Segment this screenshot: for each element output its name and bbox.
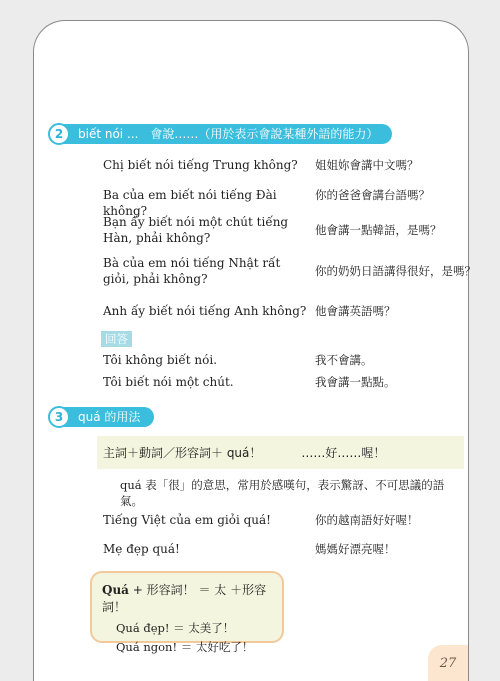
answer-label: 回答: [101, 331, 132, 347]
usage-note: [120, 477, 465, 509]
section-3-title: quá 的用法: [58, 407, 154, 427]
chinese-translation: 媽媽好漂亮喔！: [315, 542, 396, 556]
tip-pattern: + 形容詞！ ＝ 太 ＋形容詞！: [102, 583, 267, 614]
chinese-translation: 你的奶奶日語講得很好，是嗎？: [315, 264, 476, 278]
chinese-translation: 他會講英語嗎？: [315, 304, 396, 318]
note-keyword: quá: [120, 478, 142, 492]
vietnamese-sentence: Tôi không biết nói.: [103, 353, 218, 367]
chinese-translation: 我會講一點點。: [315, 375, 396, 389]
vietnamese-sentence: Bạn ấy biết nói một chút tiếng Hàn, phải không?: [103, 215, 289, 245]
chinese-translation: 姐姐妳會講中文嗎？: [315, 158, 419, 172]
quá-tip-box: [90, 571, 284, 654]
vietnamese-sentence: Tiếng Việt của em giỏi quá!: [103, 513, 271, 527]
formula-meaning: ……好……喔！: [301, 446, 386, 460]
section-3-number: 3: [48, 406, 70, 428]
formula-pattern: 主詞＋動詞／形容詞＋ quá！: [103, 446, 262, 460]
vietnamese-sentence: Bà của em nói tiếng Nhật rất giỏi, phải không?: [103, 256, 281, 286]
vietnamese-sentence: Ba của em biết nói tiếng Đài không?: [103, 188, 277, 218]
tip-example: Quá ngon! ＝ 太好吃了！: [116, 640, 254, 654]
vietnamese-sentence: Chị biết nói tiếng Trung không?: [103, 158, 298, 172]
page-number: 27: [428, 645, 468, 681]
vietnamese-sentence: Mẹ đẹp quá!: [103, 542, 180, 556]
note-text: 表「很」的意思，常用於感嘆句，表示驚訝、不可思議的語氣。: [120, 478, 445, 508]
chinese-translation: 我不會講。: [315, 353, 373, 367]
section-3-header: [48, 406, 418, 428]
section-2-header: [48, 123, 418, 145]
section-2-number: 2: [48, 123, 70, 145]
vietnamese-sentence: Tôi biết nói một chút.: [103, 375, 234, 389]
tip-keyword: Quá: [102, 583, 129, 597]
tip-heading: [102, 581, 272, 615]
vietnamese-sentence: Anh ấy biết nói tiếng Anh không?: [103, 304, 307, 318]
tip-example: Quá đẹp! ＝ 太美了！: [116, 621, 235, 635]
chinese-translation: 他會講一點韓語，是嗎？: [315, 223, 442, 237]
section-2-title: biết nói ... 會說……（用於表示會說某種外語的能力）: [58, 124, 392, 144]
chinese-translation: 你的爸爸會講台語嗎？: [315, 188, 430, 202]
chinese-translation: 你的越南語好好喔！: [315, 513, 419, 527]
grammar-formula: [97, 436, 464, 469]
